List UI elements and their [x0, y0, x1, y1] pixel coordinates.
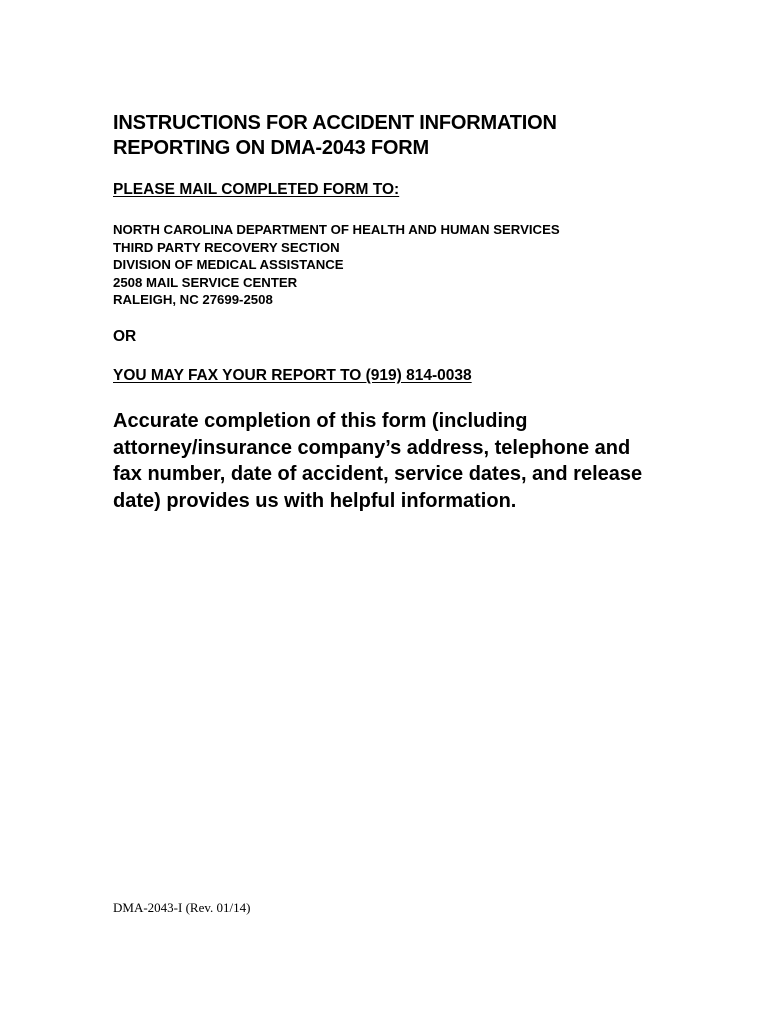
accuracy-note-line-2: attorney/insurance company’s address, telephone and	[113, 436, 631, 459]
accuracy-note-line-4: date) provides us with helpful information.	[113, 489, 517, 512]
fax-instruction: YOU MAY FAX YOUR REPORT TO (919) 814-0038	[113, 367, 472, 384]
address-line-department: NORTH CAROLINA DEPARTMENT OF HEALTH AND HUMAN SERVICES	[113, 222, 560, 237]
accuracy-note-line-1: Accurate completion of this form (including	[113, 410, 528, 432]
document-title-line-1: INSTRUCTIONS FOR ACCIDENT INFORMATION	[113, 112, 557, 134]
address-line-division: DIVISION OF MEDICAL ASSISTANCE	[113, 257, 344, 273]
or-separator: OR	[113, 328, 137, 345]
address-line-street: 2508 MAIL SERVICE CENTER	[113, 274, 298, 290]
mail-instructions-heading: PLEASE MAIL COMPLETED FORM TO:	[113, 181, 400, 198]
mailing-address	[113, 221, 560, 309]
document-title-line-2: REPORTING ON DMA-2043 FORM	[113, 137, 429, 159]
accuracy-note	[113, 408, 673, 514]
address-line-city: RALEIGH, NC 27699-2508	[113, 292, 273, 308]
document-title	[113, 111, 713, 161]
form-revision-footer: DMA-2043-I (Rev. 01/14)	[113, 900, 251, 915]
accuracy-note-line-3: fax number, date of accident, service dates, and release	[113, 463, 643, 485]
address-line-section: THIRD PARTY RECOVERY SECTION	[113, 239, 340, 255]
